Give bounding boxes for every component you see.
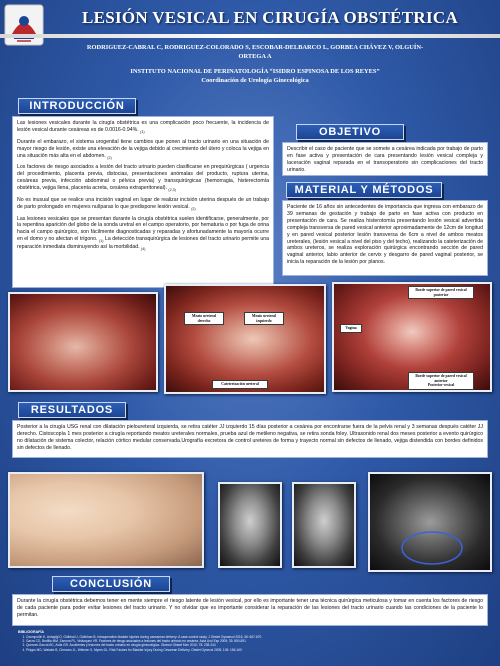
label-borde-inferior: Borde superior de pared vesical anterior Posterior vesical (408, 372, 474, 390)
label-meato-izquierdo: Meato ureteral izquierdo (244, 312, 284, 325)
label-vagina: Vagina (340, 324, 362, 333)
resultados-text: Posterior a la cirugía USG renal con dilatación pieloureteral izquierda, se retira catéter JJ izquierdo 15 días posterior a cesárea por encontrarse fuera de la pelvis renal y 3 semanas después catéter JJ derecho. Cistoscopía 1 mes posterior a cirugía reportando meatos ureterales normales, prueba azul de metileno negativa, se retira sonda foley. Ultrasonido renal dos meses posterior a evento quirúrgico no dilatación de sistema colector, relación córtico medular conservada.Urografía excretora de control ureteres de forma y trayecto normal sin defectos de llenado, vejiga distendida con bordes definidos sin defectos de llenado. (17, 424, 483, 451)
department-name: Coordinación de Urología Ginecológica (201, 76, 309, 84)
institution (60, 68, 450, 86)
conclusion-text: Durante la cirugía obstétrica debemos tener en mente siempre el riesgo latente de lesión vesical, por ello es importante tener una técnica quirúrgica meticulosa y tomar en cuenta los factores de riesgo de cada paciente para poder evitar lesiones del tracto urinario. Y no olvidar que es importante considerar la reparación de las lesiones del tracto urinario cuando las condiciones de la paciente lo permitan. (17, 598, 483, 618)
intro-paragraph-5: Las lesiones vesicales que se presentan durante la cirugía obstétrica suelen identificarse, generalmente, por la repentina aparición del globo de la sonda uretral en el campo operatorio, por hematuria o por fuga de orina hacia el campo quirúrgico, son fácilmente diagnosticadas y reparadas y afortunadamente la mayoría ocurre en el domo y no afectan el trígono. $_{(1)}$ La detección transquirúrgica de lesiones del tracto urinario permite una reparación inmediata disminuyendo así la morbilidad. $_{(4)}$ (17, 215, 269, 252)
cystoscopy-photo (8, 472, 204, 568)
objetivo-text: Describir el caso de paciente que se somete a cesárea indicada por trabajo de parto en fase activa y presentación de cara presentando lesión vesical compleja y laceración vaginal reparada en el transoperatorio sin complicaciones del tracto urinario. (287, 146, 483, 173)
objetivo-panel (282, 142, 488, 176)
bibliography-item: 4. Phipps MG, Watabe B, Clemons JL, Weitzen S, Myers DL. Risk Factors for Bladder Injury During Cesarean Delivery. Obstet Gynecol 2005; 105: 156-160 (26, 648, 482, 652)
bladder-highlight-icon (370, 474, 492, 572)
surgical-photo-3 (332, 282, 492, 392)
bibliography (18, 630, 482, 664)
section-heading-resultados: RESULTADOS (18, 402, 126, 418)
intro-paragraph-1: Las lesiones vesicales durante la cirugía obstétrica es una complicación poco frecuente, la incidencia de lesión vesical durante cesáreas es de 0.0016-0.94%. $_{(1)}$ (17, 120, 269, 134)
intro-panel (12, 116, 274, 288)
bibliography-list (18, 635, 482, 652)
xray-image-1 (218, 482, 282, 568)
label-borde-posterior: Borde superior de pared vesical posterior (408, 286, 474, 299)
section-heading-material: MATERIAL Y MÉTODOS (286, 182, 442, 198)
poster-title: LESIÓN VESICAL EN CIRUGÍA OBSTÉTRICA (81, 8, 459, 27)
urography-image (368, 472, 492, 572)
intro-paragraph-3: Los factores de riesgo asociados a lesión del tracto urinario pueden clasificarse en prequirúrgicas ( urgencia del procedimiento, placenta previa, distocias, presentaciones anómalas del producto, ruptura uterina, cesáreas previa, infección abdominal o pélvica previa) y transquirúrgicas (hemorragia, histerectomía obstétrica, vejiga llena, placenta acreta, cesárea extraperitoneal). $_{(2,3)}$ (17, 164, 269, 193)
material-panel (282, 200, 488, 276)
institution-name: INSTITUTO NACIONAL DE PERINATOLOGÍA “ISIDRO ESPINOSA DE LOS REYES” (130, 68, 380, 75)
authors: RODRIGUEZ-CABRAL C, RODRIGUEZ-COLORADO S, ESCOBAR-DELBARCO L, GORBEA CHÁVEZ V, OLGUÍN-ORTEGA A (86, 44, 424, 60)
surgical-photo-1 (8, 292, 158, 392)
xray-image-2 (292, 482, 356, 568)
conclusion-panel (12, 594, 488, 626)
label-cateterizacion: Cateterización ureteral (212, 380, 268, 389)
title-divider (0, 34, 500, 38)
bibliography-title: BIBLIOGRAFÍA (18, 630, 44, 634)
material-text: Paciente de 16 años sin antecedentes de importancia que ingresa con embarazo de 39 semanas de gestación y trabajo de parto en fase activa con producto en presentación de cara. Se realiza histerotomía presentando lesión vesical advertida compleja transversa de pared vesical anterior aproximadamente de 12cm de longitud y en pared vesical posterior lesión transversa de 6cm a nivel de ambos meatos ureterales, (lesión vesical a nivel del piso y del techo), realizando la cateterización de ambos ureteros, se realiza exploración quirúrgica encontrando sección de pared vaginal anterior, labio anterior de cervix y desgarro de pared vaginal posterior, se inicia la reparación de la lesión por planos. (287, 204, 483, 266)
bibliography-item: 1. Ozumpolöh K, Ardayiği O, Gülbhal U, Gökhhan B. Intraoperative bladder injuries during caesarean delivery: A case control study. J Obstet Gynaecol 2016; 36: 667-670 (26, 635, 482, 639)
surgical-photo-2 (164, 284, 326, 394)
bibliography-item: 3. Quesnel-García BC, Avila GR. Accidentes y lesiones del tracto urinario en cirugía ginecológica. Ginecol Obstet Mex 2010; 78: 238-244 (26, 643, 482, 647)
intro-paragraph-2: Durante el embarazo, el sistema urogenital tiene cambios que ponen al tracto urinario en una situación de mayor riesgo de lesión, existe una elevación de la vejiga debido al crecimiento del útero y coloca la vejiga en una situación más alta en el abdomen. $_{(2)}$ (17, 138, 269, 160)
section-heading-introduccion: INTRODUCCIÓN (18, 98, 136, 114)
section-heading-conclusion: CONCLUSIÓN (52, 576, 170, 592)
label-meato-derecho: Meato ureteral derecho (184, 312, 224, 325)
intro-paragraph-4: No es inusual que se realice una incisión vaginal en lugar de realizar incisión uterina después de un trabajo de parto prolongado en mujeres nulíparas lo que predispone lesión vesical. $_{(2)}$ (17, 196, 269, 211)
institution-logo-icon (4, 4, 44, 46)
resultados-panel (12, 420, 488, 458)
bibliography-item: 2. Garza CG, Bedilla MM, Zamora PL, Velázquez VR. Factores de riesgo asociados a lesiones del tracto urinario en cesárea. Acta Urol Esp 2009; 33: 890-891 (26, 639, 482, 643)
section-heading-objetivo: OBJETIVO (296, 124, 404, 140)
